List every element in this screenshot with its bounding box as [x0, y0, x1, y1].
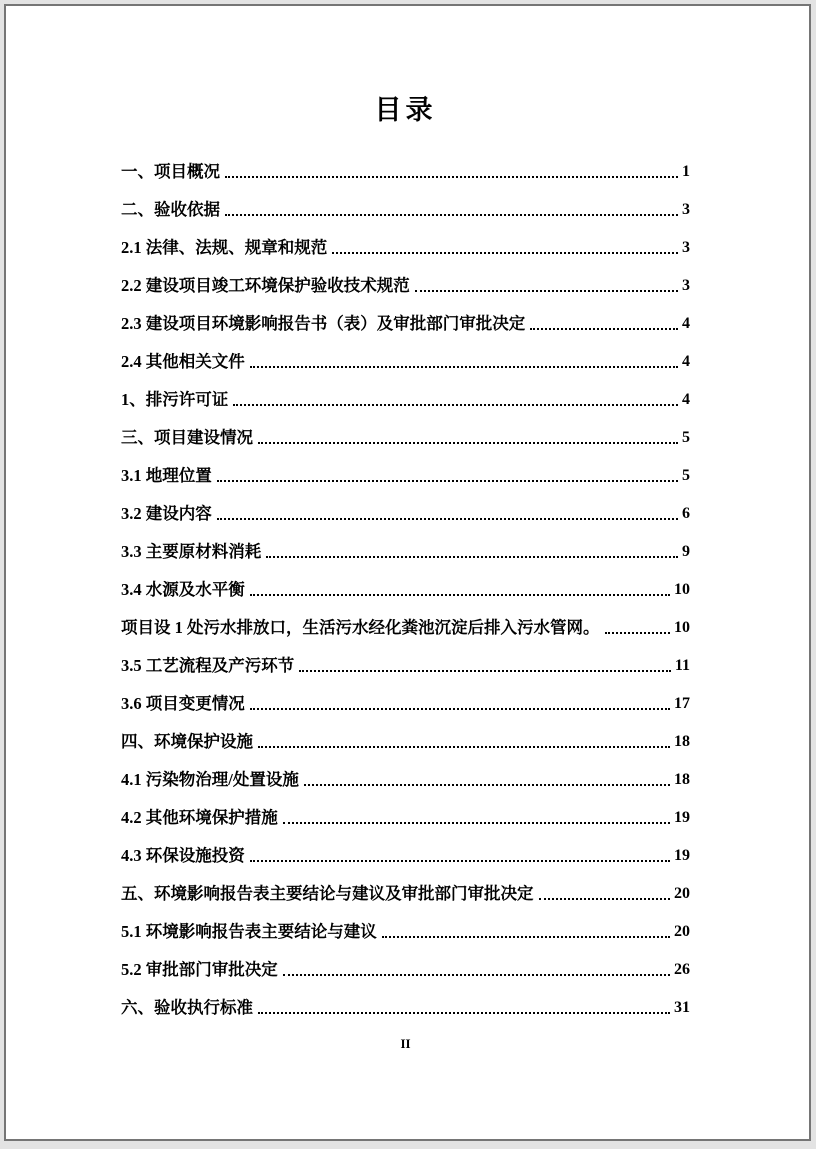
toc-entry[interactable] — [121, 200, 690, 220]
toc-entry-label: 3.6 项目变更情况 — [121, 694, 245, 713]
dot-leader — [250, 860, 670, 862]
toc-entry[interactable] — [121, 162, 690, 182]
toc-entry[interactable] — [121, 276, 690, 296]
toc-entry-label: 4.1 污染物治理/处置设施 — [121, 770, 299, 789]
toc-entry-label: 四、环境保护设施 — [121, 732, 253, 751]
toc-entry-page: 19 — [674, 809, 690, 826]
toc-entry[interactable] — [121, 732, 690, 752]
toc-entry-page: 20 — [674, 923, 690, 940]
dot-leader — [283, 822, 670, 824]
document-page — [4, 4, 811, 1141]
dot-leader — [217, 480, 678, 482]
page-title: 目录 — [374, 95, 437, 125]
toc-entry[interactable] — [121, 428, 690, 448]
toc-entry-label: 2.4 其他相关文件 — [121, 352, 245, 371]
dot-leader — [266, 556, 678, 558]
toc-entry-label: 五、环境影响报告表主要结论与建议及审批部门审批决定 — [121, 884, 534, 903]
dot-leader — [250, 708, 670, 710]
toc-entry-page: 17 — [674, 695, 690, 712]
toc-entry[interactable] — [121, 808, 690, 828]
toc-entry-label: 三、项目建设情况 — [121, 428, 253, 447]
toc-entry[interactable] — [121, 960, 690, 980]
toc-entry[interactable] — [121, 352, 690, 372]
toc-entry-label: 2.3 建设项目环境影响报告书（表）及审批部门审批决定 — [121, 314, 526, 333]
toc-entry[interactable] — [121, 504, 690, 524]
toc-entry-page: 5 — [682, 467, 690, 484]
dot-leader — [233, 404, 678, 406]
dot-leader — [258, 746, 670, 748]
toc-entry-label: 3.2 建设内容 — [121, 504, 212, 523]
toc-entry-label: 3.5 工艺流程及产污环节 — [121, 656, 295, 675]
toc-entry-page: 11 — [674, 657, 690, 674]
dot-leader — [299, 670, 671, 672]
toc-entry[interactable] — [121, 770, 690, 790]
toc-entry[interactable] — [121, 846, 690, 866]
toc-entry-page: 6 — [682, 505, 690, 522]
toc-entry-label: 2.2 建设项目竣工环境保护验收技术规范 — [121, 276, 410, 295]
toc-entry-page: 9 — [682, 543, 690, 560]
dot-leader — [415, 290, 678, 292]
toc-entry-label: 5.1 环境影响报告表主要结论与建议 — [121, 922, 377, 941]
toc-entry[interactable] — [121, 998, 690, 1018]
toc-entry-page: 3 — [682, 239, 690, 256]
toc-entry-page: 4 — [682, 391, 690, 408]
toc-entry[interactable] — [121, 656, 690, 676]
toc-entry-label: 4.3 环保设施投资 — [121, 846, 245, 865]
dot-leader — [250, 366, 678, 368]
toc-entry[interactable] — [121, 618, 690, 638]
dot-leader — [258, 442, 678, 444]
toc-entry-page: 20 — [674, 885, 690, 902]
toc-entry-page: 31 — [674, 999, 690, 1016]
toc-entry[interactable] — [121, 694, 690, 714]
toc-entry-label: 项目设 1 处污水排放口，生活污水经化粪池沉淀后排入污水管网。 — [121, 618, 600, 637]
dot-leader — [283, 974, 670, 976]
dot-leader — [332, 252, 678, 254]
toc-entry[interactable] — [121, 922, 690, 942]
toc-entry[interactable] — [121, 466, 690, 486]
toc-entry-label: 5.2 审批部门审批决定 — [121, 960, 278, 979]
dot-leader — [605, 632, 671, 634]
table-of-contents — [121, 162, 690, 1018]
dot-leader — [304, 784, 670, 786]
toc-entry[interactable] — [121, 238, 690, 258]
toc-entry[interactable] — [121, 542, 690, 562]
toc-entry[interactable] — [121, 390, 690, 410]
page-number-footer: II — [400, 1036, 411, 1051]
toc-entry[interactable] — [121, 580, 690, 600]
toc-entry-page: 3 — [682, 277, 690, 294]
toc-entry-label: 4.2 其他环境保护措施 — [121, 808, 278, 827]
dot-leader — [258, 1012, 670, 1014]
toc-entry-page: 4 — [682, 353, 690, 370]
toc-entry-page: 1 — [682, 163, 690, 180]
toc-entry-label: 一、项目概况 — [121, 162, 220, 181]
dot-leader — [530, 328, 678, 330]
toc-entry-label: 3.3 主要原材料消耗 — [121, 542, 262, 561]
dot-leader — [225, 176, 678, 178]
toc-entry-page: 10 — [674, 581, 690, 598]
toc-entry[interactable] — [121, 314, 690, 334]
toc-entry-page: 4 — [682, 315, 690, 332]
toc-entry-page: 26 — [674, 961, 690, 978]
toc-entry-page: 19 — [674, 847, 690, 864]
toc-entry-label: 3.1 地理位置 — [121, 466, 212, 485]
dot-leader — [217, 518, 678, 520]
dot-leader — [225, 214, 678, 216]
toc-entry-label: 二、验收依据 — [121, 200, 220, 219]
toc-entry[interactable] — [121, 884, 690, 904]
page-content — [6, 94, 809, 1052]
toc-entry-label: 2.1 法律、法规、规章和规范 — [121, 238, 328, 257]
toc-entry-page: 18 — [674, 733, 690, 750]
dot-leader — [382, 936, 670, 938]
dot-leader — [250, 594, 670, 596]
toc-entry-page: 18 — [674, 771, 690, 788]
dot-leader — [539, 898, 671, 900]
toc-entry-page: 5 — [682, 429, 690, 446]
toc-entry-label: 六、验收执行标准 — [121, 998, 253, 1017]
toc-entry-page: 3 — [682, 201, 690, 218]
toc-entry-page: 10 — [674, 619, 690, 636]
toc-entry-label: 3.4 水源及水平衡 — [121, 580, 245, 599]
toc-entry-label: 1、排污许可证 — [121, 390, 229, 409]
